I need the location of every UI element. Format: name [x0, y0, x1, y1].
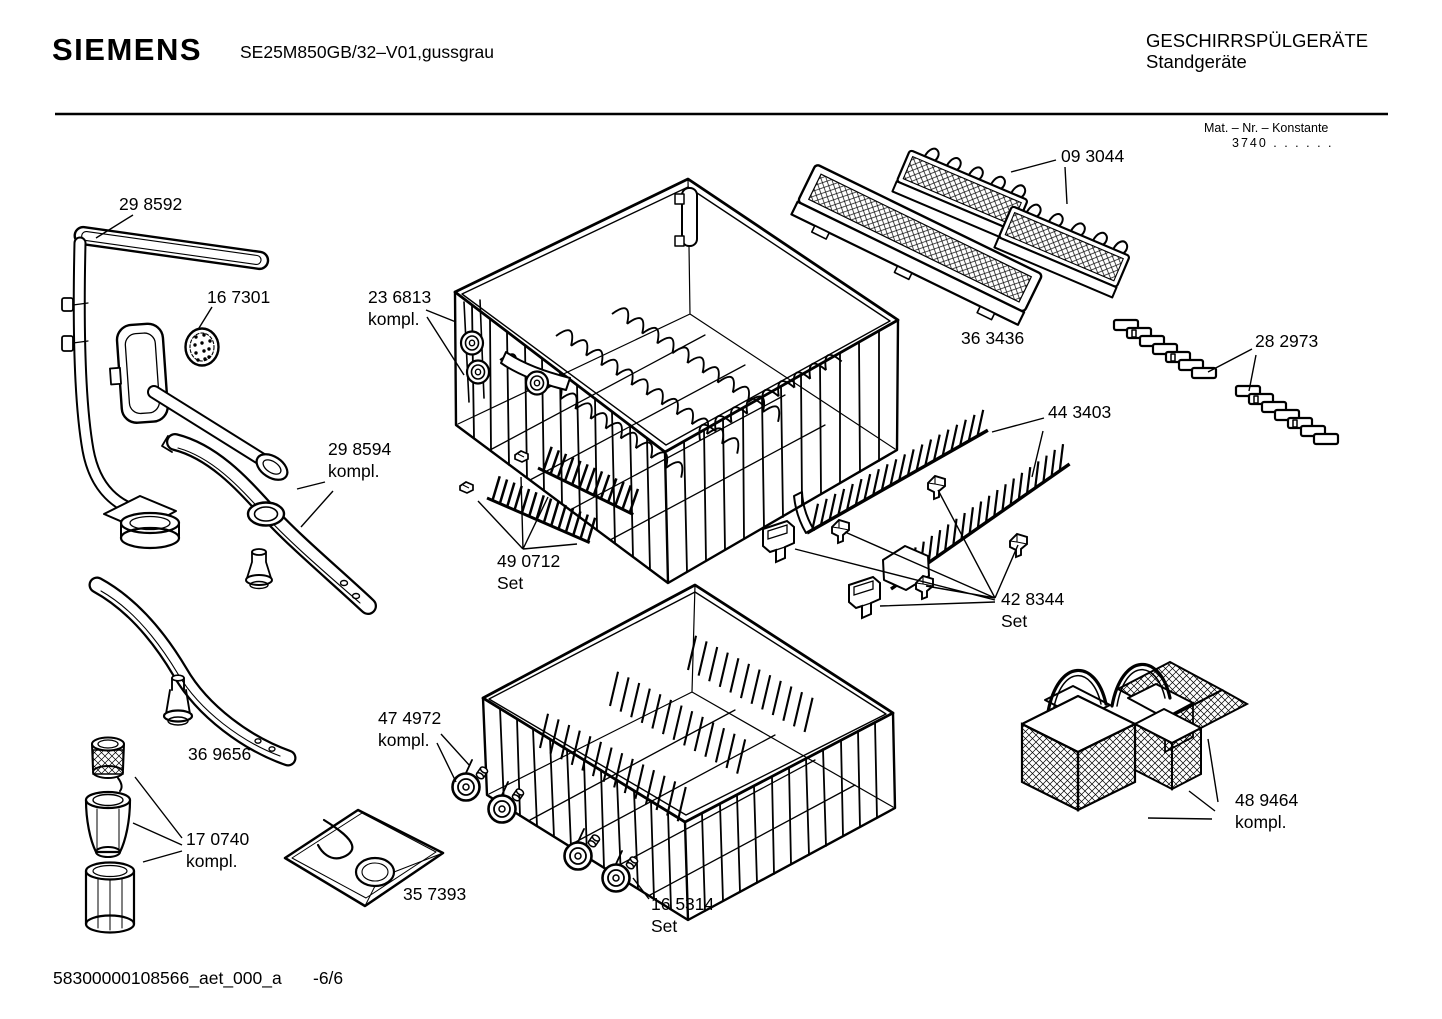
lower-rack-tine-rows	[532, 636, 820, 821]
part-label-282973: 28 2973	[1255, 331, 1319, 351]
part-label-093044: 09 3044	[1061, 146, 1125, 166]
part-spike-comb-set	[460, 446, 644, 543]
part-cutlery-basket	[1022, 662, 1247, 810]
part-lower-rack	[453, 585, 896, 920]
part-label-489464: 48 9464	[1235, 790, 1299, 810]
part-filter-assembly	[86, 738, 134, 933]
part-spray-arm-nozzle	[246, 549, 272, 589]
part-zigzag-rail-1	[1114, 320, 1216, 378]
part-lower-spray-arm	[97, 585, 288, 758]
part-label-490712: 49 0712	[497, 551, 561, 571]
part-label-474972-qualifier: kompl.	[378, 730, 430, 750]
part-label-236813: 23 6813	[368, 287, 432, 307]
part-label-428344-qualifier: Set	[1001, 611, 1028, 631]
part-label-490712-qualifier: Set	[497, 573, 524, 593]
mat-nr-value: 3740 . . . . . .	[1232, 136, 1334, 150]
part-label-298592: 29 8592	[119, 194, 183, 214]
part-label-167301: 16 7301	[207, 287, 271, 307]
part-label-298594-qualifier: kompl.	[328, 461, 380, 481]
product-type-subtitle: Standgeräte	[1146, 51, 1247, 72]
part-label-489464-qualifier: kompl.	[1235, 812, 1287, 832]
part-zigzag-rail-2	[1236, 386, 1338, 444]
model-title: SE25M850GB/32–V01,gussgrau	[240, 42, 494, 62]
part-tine-row-2	[880, 444, 1075, 590]
part-label-298594: 29 8594	[328, 439, 392, 459]
part-upper-rack	[455, 179, 898, 583]
part-label-474972: 47 4972	[378, 708, 442, 728]
part-label-428344: 42 8344	[1001, 589, 1065, 609]
mat-nr-label: Mat. – Nr. – Konstante	[1204, 121, 1329, 135]
part-label-170740: 17 0740	[186, 829, 250, 849]
part-label-369656: 36 9656	[188, 744, 252, 764]
part-label-357393: 35 7393	[403, 884, 467, 904]
part-label-165314-qualifier: Set	[651, 916, 678, 936]
part-label-236813-qualifier: kompl.	[368, 309, 420, 329]
part-label-170740-qualifier: kompl.	[186, 851, 238, 871]
page-header	[52, 30, 1388, 150]
brand-logo: SIEMENS	[52, 32, 203, 67]
part-filter-screen-disc	[186, 329, 219, 366]
part-label-363436: 36 3436	[961, 328, 1025, 348]
part-label-443403: 44 3403	[1048, 402, 1112, 422]
page-footer	[53, 968, 343, 989]
part-label-165314: 16 5314	[651, 894, 715, 914]
part-rack-wheels	[453, 766, 639, 892]
document-id: 58300000108566_aet_000_a	[53, 968, 282, 988]
part-tine-row-1	[794, 410, 993, 533]
product-line-title: GESCHIRRSPÜLGERÄTE	[1146, 30, 1369, 51]
page-indicator: -6/6	[313, 968, 344, 988]
